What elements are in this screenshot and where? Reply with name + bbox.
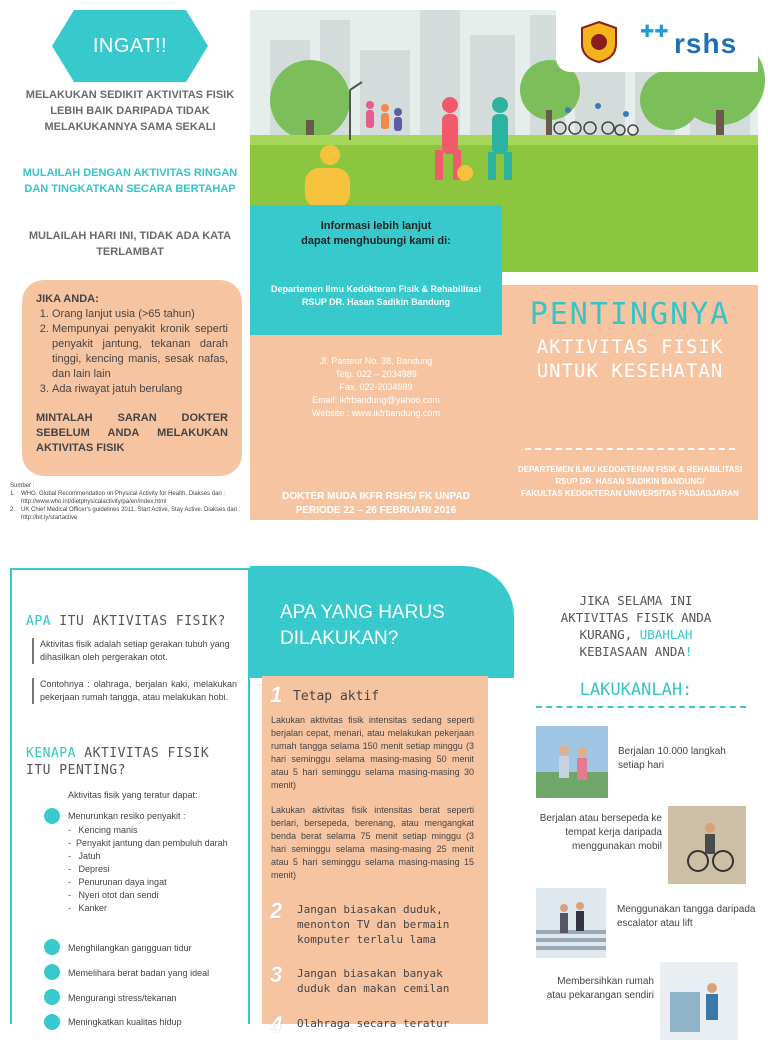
info-line-2: dapat menghubungi kami di: [301,235,451,247]
footer-line-1: DOKTER MUDA IKFR RSHS/ FK UNPAD [282,491,470,502]
title-sub-2: UNTUK KESEHATAN [536,360,724,382]
section-header [250,566,514,678]
dashed-divider [536,706,746,708]
disease-item: - Depresi [68,864,110,874]
jika-list [52,307,228,397]
org-line-2: RSUP DR. HASAN SADIKIN BANDUNG/ [555,477,705,486]
org-line-3: FAKULTAS KEDOKTERAN UNIVERSITAS PADJADJARAN [521,489,739,498]
dept-line-2: RSUP DR. Hasan Sadikin Bandung [301,297,451,307]
step-title-1: Tetap aktif [293,689,380,704]
kenapa-heading: KENAPA AKTIVITAS FISIK [26,746,210,761]
step-title-3: Jangan biasakan banyak duduk dan makan cemilan [297,967,450,995]
jika-item: 2. Mempunyai penyakit kronik seperti penyakit jantung, tekanan darah tinggi, kencing manis, sesak nafas, dan lain lain [52,322,228,382]
benefit-1: Menurunkan resiko penyakit : [68,811,186,821]
jika-anda-box [22,280,242,476]
bullet-icon [44,808,60,824]
email[interactable]: Email: ikfrbandung@yahoo.com [312,395,440,405]
disease-item: - Penyakit jantung dan pembuluh darah [68,838,228,848]
rshs-logo-text: rshs [674,28,738,59]
org-line-1: DEPARTEMEN ILMU KEDOKTERAN FISIK & REHABILITASI [517,465,743,474]
sources-title: Sumber : [10,483,35,489]
jika-title: JIKA ANDA: [36,293,99,305]
benefit-3: Memelihara berat badan yang ideal [68,968,210,978]
bullet-icon [44,1014,60,1030]
disease-item: - Jatuh [68,851,101,861]
cycling-photo [668,806,746,884]
address: Jl. Pasteur No. 38, Bandung [319,356,433,366]
change-heading: JIKA SELAMA INI AKTIVITAS FISIK ANDA KURANG, UBAHLAH KEBIASAAN ANDA! [560,593,712,659]
cleaning-photo [660,962,738,1040]
bullet-icon [44,989,60,1005]
apa-definition: Aktivitas fisik adalah setiap gerakan tubuh yang dihasilkan oleh pergerakan otot. [32,638,237,664]
apa-heading: APA ITU AKTIVITAS FISIK? [26,614,226,629]
disease-item: - Kanker [68,903,108,913]
kenapa-intro: Aktivitas fisik yang teratur dapat: [68,790,198,800]
reminder-3: MULAILAH HARI INI, TIDAK ADA KATA TERLAMBAT [28,230,232,258]
step-number: 3 [270,962,283,987]
info-line-1: Informasi lebih lanjut [320,220,432,232]
reminder-2: MULAILAH DENGAN AKTIVITAS RINGAN DAN TINGKATKAN SECARA BERTAHAP [22,167,238,195]
jika-item: 3. Ada riwayat jatuh berulang [52,382,228,397]
jika-note: MINTALAH SARAN DOKTER SEBELUM ANDA MELAKUKAN AKTIVITAS FISIK [36,412,228,454]
dashed-divider [525,448,735,450]
activity-2: Berjalan atau bersepeda ke tempat kerja daripada menggunakan mobil [539,813,662,852]
walking-photo [536,726,608,798]
apa-example: Contohnya : olahraga, berjalan kaki, melakukan pekerjaan rumah tangga, atau melakukan hobi. [32,678,237,704]
footer-line-2: PERIODE 22 – 26 FEBRUARI 2016 [295,505,457,516]
title-box [502,285,758,520]
activity-3: Menggunakan tangga daripada escalator atau lift [617,904,756,929]
title-main: PENTINGNYA [529,297,731,332]
disease-item: - Penurunan daya ingat [68,877,167,887]
telephone: Telp. 022 – 2034989 [335,369,417,379]
rshs-plus-icon: ✚✚ [640,22,669,41]
title-sub-1: AKTIVITAS FISIK [536,336,724,358]
step-1-para-2: Lakukan aktivitas fisik intensitas berat seperti berlari, bersepeda, berenang, atau mengangkat benda berat selama 75 menit setiap minggu (3 hari seminggu selama masing-masing 25 menit atau 5 hari seminggu selama masing-masing 15 menit) [271,805,474,880]
fax: Fax. 022-2034989 [339,382,413,392]
kenapa-heading-2: ITU PENTING? [26,763,126,778]
step-number: 1 [270,682,283,707]
bullet-icon [44,964,60,980]
source-2: UK Chief Medical Officer's guidelines 2011. Start Active, Stay Active. Diakses dari : http://bit.ly/startactive [21,507,241,521]
source-1: WHO. Global Recommendation on Physical Activity for Health. Diakses dari : http://www.who.int/dietphysicalactivity/pa/en/index.html [21,491,226,505]
university-seal-icon [578,20,620,64]
logo-area [556,10,758,72]
disease-list [18,824,243,915]
benefit-5: Meningkatkan kualitas hidup [68,1017,182,1027]
step-title-2: Jangan biasakan duduk, menonton TV dan bermain komputer terlalu lama [297,903,450,946]
step-number: 4 [270,1012,283,1037]
header-line-2: DILAKUKAN? [280,628,399,649]
activity-4: Membersihkan rumah atau pekarangan sendiri [546,976,654,1001]
ingat-label: INGAT!! [92,34,168,57]
step-title-4: Olahraga secara teratur [297,1017,450,1030]
dept-line-1: Departemen Ilmu Kedokteran Fisik & Rehabilitasi [270,284,482,294]
lakukanlah-heading: LAKUKANLAH: [579,680,693,700]
info-box [250,205,502,335]
disease-item: - Nyeri otot dan sendi [68,890,159,900]
ingat-banner [52,10,208,82]
jika-item: 1. Orang lanjut usia (>65 tahun) [52,307,228,322]
step-number: 2 [270,898,283,923]
bullet-icon [44,939,60,955]
disease-item: - Kencing manis [68,825,138,835]
step-1-para-1: Lakukan aktivitas fisik intensitas sedang seperti berjalan cepat, menari, atau melakukan pekerjaan rumah tangga selama 150 menit setiap minggu (3 hari seminggu selama masing-masing 50 menit atau 5 hari seminggu selama masing-masing 30 menit) [271,715,474,790]
benefit-4: Mengurangi stress/tekanan [68,993,177,1003]
stairs-photo [536,888,606,958]
sources: Sumber : 1. WHO. Global Recommendation on Physical Activity for Health. Diakses dari : http://www.who.int/dietphysicalactivity/pa/en/index.html 2. UK Chief Medical Officer's guidelines 2011. Start Active, Stay Active. Diakses dari : http://bit.ly/startactive [10,482,250,522]
contact-box [250,335,502,520]
reminder-1: MELAKUKAN SEDIKIT AKTIVITAS FISIK LEBIH BAIK DARIPADA TIDAK MELAKUKANNYA SAMA SEKALI [25,89,235,133]
benefit-2: Menghilangkan gangguan tidur [68,943,192,953]
activity-1: Berjalan 10.000 langkah setiap hari [618,746,726,771]
website[interactable]: Website : www.ikfrbandung.com [312,408,440,418]
header-line-1: APA YANG HARUS [280,602,445,623]
